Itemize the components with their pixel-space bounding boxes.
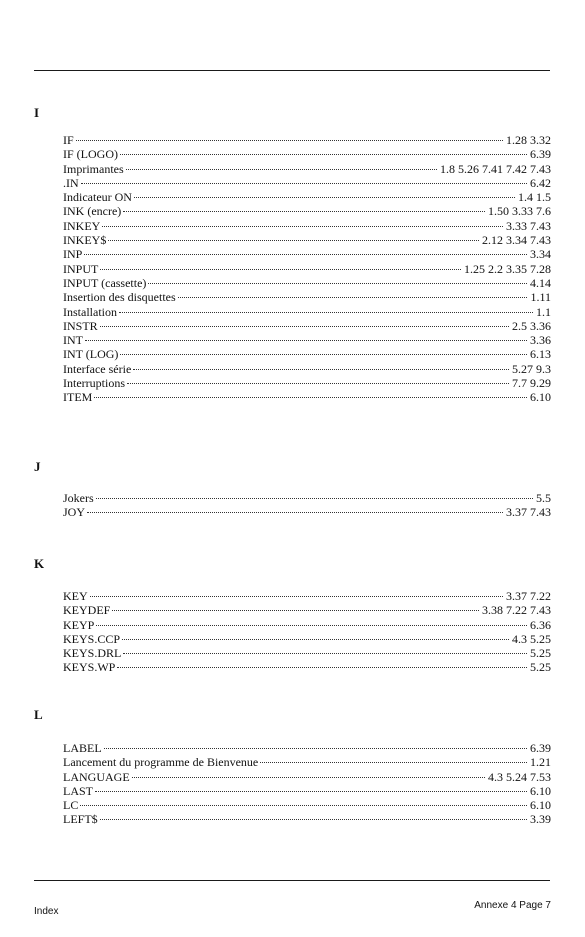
entry-pages: 6.10 <box>530 783 551 798</box>
entry-pages: 3.38 7.22 7.43 <box>482 603 551 618</box>
entry-term: INT <box>63 333 83 348</box>
entry-pages: 5.5 <box>536 491 551 505</box>
entry-term: INPUT (cassette) <box>63 275 147 290</box>
entry-pages: 3.36 <box>530 333 551 348</box>
entry-term: KEYDEF <box>63 603 111 618</box>
entry-pages: 4.14 <box>530 275 551 290</box>
leader-dots <box>81 173 527 187</box>
index-entry <box>63 600 551 618</box>
leader-dots <box>132 767 485 781</box>
leader-dots <box>108 230 479 244</box>
entry-pages: 6.10 <box>530 798 551 813</box>
index-entry <box>63 488 551 505</box>
leader-dots <box>85 330 527 344</box>
index-entry <box>63 781 551 798</box>
entry-term: .IN <box>63 175 79 190</box>
index-section-l <box>63 738 551 827</box>
entry-pages: 7.7 9.29 <box>512 376 551 391</box>
leader-dots <box>100 259 461 273</box>
index-entry <box>63 643 551 661</box>
section-letter-j: J <box>34 459 41 474</box>
leader-dots <box>119 302 533 316</box>
entry-term: LAST <box>63 783 93 798</box>
index-section-k <box>63 586 551 675</box>
leader-dots <box>123 201 485 215</box>
entry-pages: 6.42 <box>530 175 551 190</box>
index-entry <box>63 187 551 205</box>
entry-pages: 1.11 <box>530 290 551 305</box>
leader-dots <box>178 287 528 301</box>
entry-term: Jokers <box>63 491 94 505</box>
entry-pages: 1.1 <box>536 304 551 319</box>
index-entry <box>63 302 551 319</box>
index-entry <box>63 144 551 162</box>
index-entry <box>63 738 551 755</box>
entry-term: Insertion des disquettes <box>63 290 176 305</box>
index-section-i <box>63 130 551 405</box>
leader-dots <box>104 738 527 752</box>
entry-term: KEY <box>63 589 88 603</box>
entry-pages: 4.3 5.25 <box>512 631 551 646</box>
index-entry <box>63 287 551 305</box>
leader-dots <box>87 502 503 516</box>
entry-term: INPUT <box>63 261 99 276</box>
entry-term: KEYS.WP <box>63 660 116 675</box>
entry-pages: 2.5 3.36 <box>512 318 551 333</box>
leader-dots <box>117 657 527 671</box>
entry-pages: 6.39 <box>530 147 551 162</box>
index-entry <box>63 809 551 827</box>
top-rule <box>34 70 550 71</box>
leader-dots <box>133 359 509 373</box>
entry-pages: 3.37 7.43 <box>506 505 551 520</box>
index-entry <box>63 615 551 632</box>
leader-dots <box>80 795 527 809</box>
footer-page-label: Annexe 4 Page 7 <box>474 900 551 911</box>
leader-dots <box>96 488 533 502</box>
entry-term: Imprimantes <box>63 161 124 176</box>
leader-dots <box>100 809 527 823</box>
entry-term: IF (LOGO) <box>63 147 118 162</box>
entry-pages: 1.50 3.33 7.6 <box>488 204 551 219</box>
leader-dots <box>112 600 479 614</box>
leader-dots <box>94 387 527 401</box>
entry-term: LC <box>63 798 79 813</box>
entry-pages: 5.27 9.3 <box>512 361 551 376</box>
entry-pages: 4.3 5.24 7.53 <box>488 769 551 784</box>
entry-pages: 1.28 3.32 <box>506 133 551 147</box>
leader-dots <box>102 216 503 230</box>
leader-dots <box>120 144 527 158</box>
index-entry <box>63 244 551 262</box>
index-entry <box>63 316 551 333</box>
leader-dots <box>84 244 527 258</box>
entry-term: KEYS.DRL <box>63 646 122 661</box>
entry-pages: 6.36 <box>530 617 551 632</box>
index-entry <box>63 159 551 176</box>
leader-dots <box>122 629 509 643</box>
entry-pages: 5.25 <box>530 660 551 675</box>
entry-term: Installation <box>63 304 117 319</box>
section-letter-k: K <box>34 556 45 571</box>
index-entry <box>63 130 551 147</box>
index-entry <box>63 502 551 520</box>
entry-term: INP <box>63 247 83 262</box>
index-entry <box>63 586 551 603</box>
entry-term: KEYS.CCP <box>63 631 121 646</box>
leader-dots <box>100 316 509 330</box>
entry-term: ITEM <box>63 390 93 405</box>
entry-pages: 1.25 2.2 3.35 7.28 <box>464 261 551 276</box>
entry-term: IF <box>63 133 74 147</box>
entry-pages: 3.33 7.43 <box>506 218 551 233</box>
entry-pages: 3.34 <box>530 247 551 262</box>
footer-index-label: Index <box>34 906 59 917</box>
entry-term: Indicateur ON <box>63 190 132 205</box>
entry-pages: 3.37 7.22 <box>506 589 551 603</box>
leader-dots <box>126 159 437 173</box>
leader-dots <box>90 586 503 600</box>
index-entry <box>63 657 551 675</box>
entry-term: LEFT$ <box>63 812 98 827</box>
entry-term: Interface série <box>63 361 132 376</box>
entry-pages: 1.8 5.26 7.41 7.42 7.43 <box>440 161 551 176</box>
section-letter-i: I <box>34 105 40 120</box>
entry-term: INT (LOG) <box>63 347 119 362</box>
index-entry <box>63 387 551 405</box>
index-entry <box>63 273 551 290</box>
entry-pages: 6.13 <box>530 347 551 362</box>
index-entry <box>63 201 551 219</box>
entry-term: LABEL <box>63 741 102 755</box>
entry-term: LANGUAGE <box>63 769 130 784</box>
entry-term: Interruptions <box>63 376 125 391</box>
leader-dots <box>76 130 503 144</box>
index-entry <box>63 373 551 391</box>
leader-dots <box>120 344 527 358</box>
index-entry <box>63 216 551 233</box>
index-entry <box>63 359 551 376</box>
section-letter-l: L <box>34 707 43 722</box>
entry-pages: 1.4 1.5 <box>518 190 551 205</box>
entry-term: JOY <box>63 505 86 520</box>
index-entry <box>63 752 551 770</box>
index-entry <box>63 795 551 813</box>
entry-term: KEYP <box>63 617 95 632</box>
index-entry <box>63 629 551 646</box>
bottom-rule <box>34 880 550 881</box>
entry-pages: 2.12 3.34 7.43 <box>482 233 551 248</box>
entry-pages: 3.39 <box>530 812 551 827</box>
entry-term: INK (encre) <box>63 204 122 219</box>
index-entry <box>63 173 551 190</box>
entry-term: INKEY <box>63 218 101 233</box>
leader-dots <box>148 273 527 287</box>
entry-pages: 6.10 <box>530 390 551 405</box>
entry-pages: 1.21 <box>530 755 551 770</box>
entry-pages: 6.39 <box>530 741 551 755</box>
index-section-j <box>63 488 551 520</box>
leader-dots <box>123 643 527 657</box>
leader-dots <box>260 752 527 766</box>
index-entry <box>63 230 551 248</box>
index-entry <box>63 330 551 348</box>
entry-term: Lancement du programme de Bienvenue <box>63 755 259 770</box>
leader-dots <box>96 615 527 629</box>
leader-dots <box>134 187 515 201</box>
entry-term: INKEY$ <box>63 233 107 248</box>
index-entry <box>63 767 551 784</box>
index-entry <box>63 344 551 362</box>
entry-pages: 5.25 <box>530 646 551 661</box>
index-entry <box>63 259 551 276</box>
leader-dots <box>127 373 509 387</box>
entry-term: INSTR <box>63 318 98 333</box>
leader-dots <box>95 781 527 795</box>
